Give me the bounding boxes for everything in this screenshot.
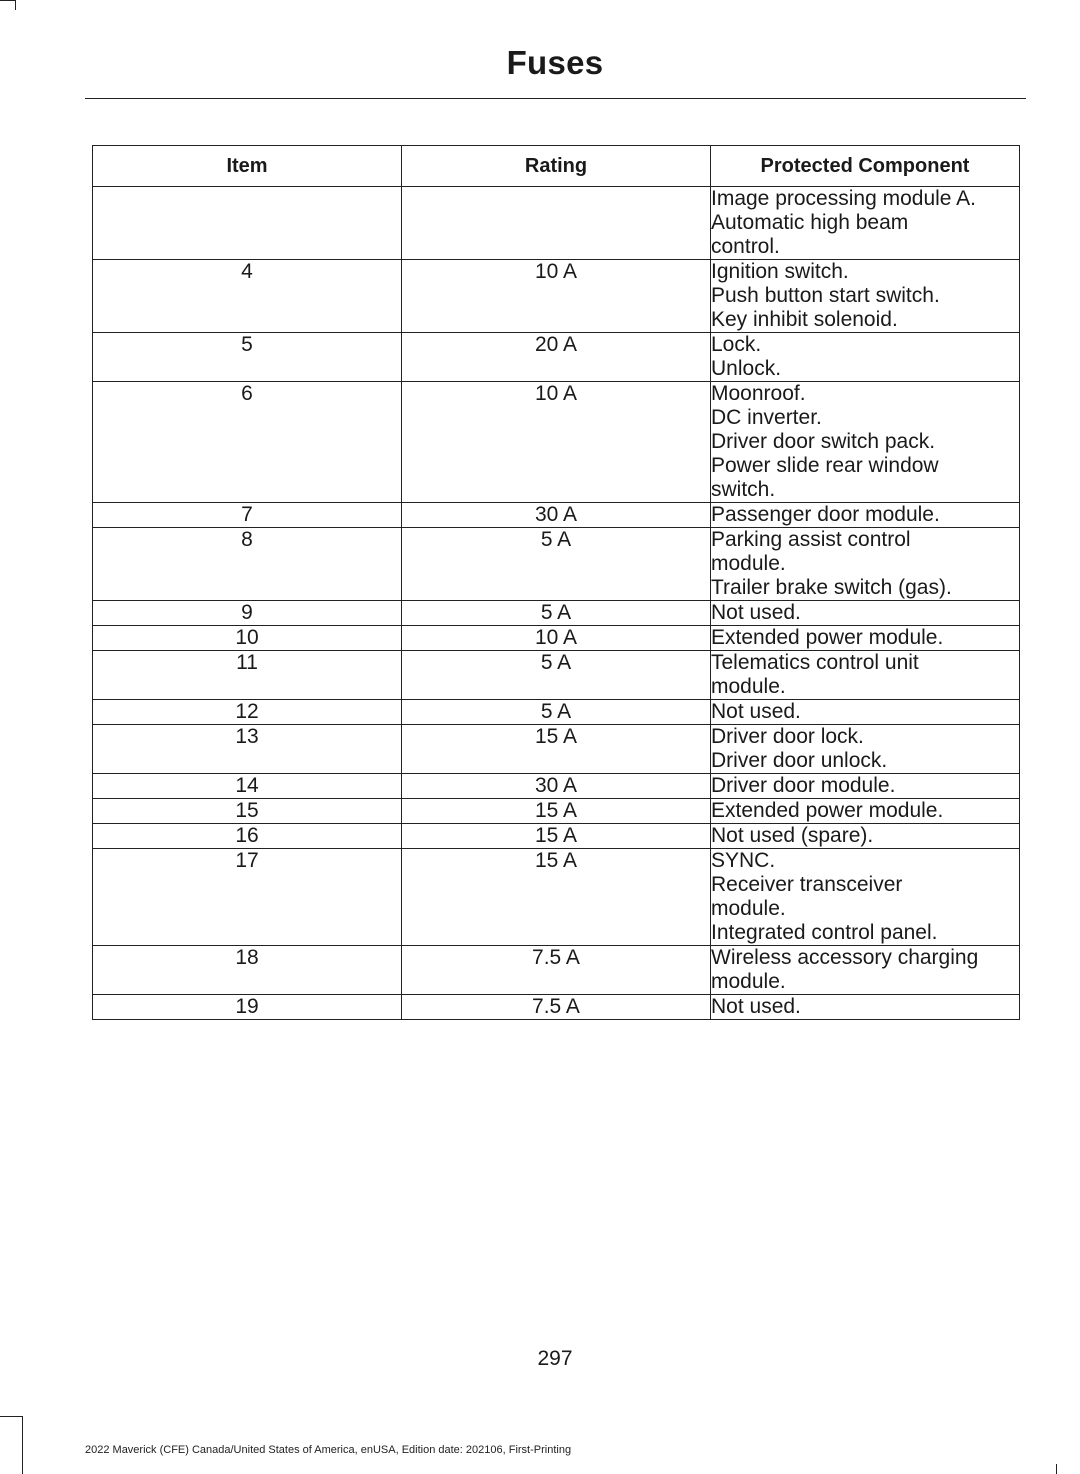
column-header-item: Item [93,146,402,187]
rating-cell: 5 A [402,528,711,601]
component-cell: Lock. Unlock. [711,333,1020,382]
rating-cell: 7.5 A [402,995,711,1020]
item-cell [93,187,402,260]
component-cell: SYNC. Receiver transceiver module. Integrated control panel. [711,849,1020,946]
item-cell: 8 [93,528,402,601]
item-cell: 14 [93,774,402,799]
crop-mark-bottom-left-vertical [22,1416,23,1474]
component-cell: Not used. [711,995,1020,1020]
item-cell: 10 [93,626,402,651]
crop-mark-top-left-vertical [15,0,16,10]
table-row [93,503,1020,528]
table-header-row [93,146,1020,187]
rating-cell: 30 A [402,774,711,799]
edition-footer: 2022 Maverick (CFE) Canada/United States of America, enUSA, Edition date: 202106, First-Printing [85,1444,572,1456]
item-cell: 5 [93,333,402,382]
item-cell: 7 [93,503,402,528]
component-cell: Not used. [711,601,1020,626]
rating-cell: 10 A [402,382,711,503]
table-row [93,849,1020,946]
table-row [93,528,1020,601]
item-cell: 11 [93,651,402,700]
item-cell: 12 [93,700,402,725]
crop-mark-bottom-right [1056,1464,1057,1474]
table-row [93,725,1020,774]
item-cell: 6 [93,382,402,503]
table-row [93,382,1020,503]
rating-cell: 5 A [402,700,711,725]
crop-mark-top-left [0,0,15,1]
item-cell: 17 [93,849,402,946]
rating-cell: 30 A [402,503,711,528]
component-cell: Passenger door module. [711,503,1020,528]
column-header-protected-component: Protected Component [711,146,1020,187]
rating-cell: 5 A [402,601,711,626]
rating-cell: 10 A [402,626,711,651]
table-row [93,700,1020,725]
component-cell: Image processing module A. Automatic high beam control. [711,187,1020,260]
table-row [93,995,1020,1020]
component-cell: Ignition switch. Push button start switch. Key inhibit solenoid. [711,260,1020,333]
rating-cell: 15 A [402,849,711,946]
component-cell: Moonroof. DC inverter. Driver door switch pack. Power slide rear window switch. [711,382,1020,503]
rating-cell: 15 A [402,725,711,774]
component-cell: Driver door module. [711,774,1020,799]
page-title: Fuses [506,44,604,81]
component-cell: Wireless accessory charging module. [711,946,1020,995]
component-cell: Extended power module. [711,626,1020,651]
table-row [93,333,1020,382]
item-cell: 16 [93,824,402,849]
rating-cell: 15 A [402,799,711,824]
rating-cell: 10 A [402,260,711,333]
table-row [93,626,1020,651]
rating-cell: 7.5 A [402,946,711,995]
table-row [93,946,1020,995]
item-cell: 4 [93,260,402,333]
rating-cell: 15 A [402,824,711,849]
table-row [93,651,1020,700]
component-cell: Not used (spare). [711,824,1020,849]
table-row [93,260,1020,333]
page-number: 297 [537,1347,573,1370]
rating-cell: 20 A [402,333,711,382]
table-row [93,824,1020,849]
component-cell: Driver door lock. Driver door unlock. [711,725,1020,774]
component-cell: Telematics control unit module. [711,651,1020,700]
title-divider [85,98,1026,99]
item-cell: 13 [93,725,402,774]
item-cell: 18 [93,946,402,995]
rating-cell [402,187,711,260]
table-row [93,774,1020,799]
fuse-table [92,145,1020,1020]
crop-mark-bottom-left [0,1416,22,1417]
component-cell: Parking assist control module. Trailer brake switch (gas). [711,528,1020,601]
table-row [93,601,1020,626]
item-cell: 15 [93,799,402,824]
item-cell: 9 [93,601,402,626]
component-cell: Extended power module. [711,799,1020,824]
table-row [93,187,1020,260]
component-cell: Not used. [711,700,1020,725]
item-cell: 19 [93,995,402,1020]
column-header-rating: Rating [402,146,711,187]
table-row [93,799,1020,824]
rating-cell: 5 A [402,651,711,700]
